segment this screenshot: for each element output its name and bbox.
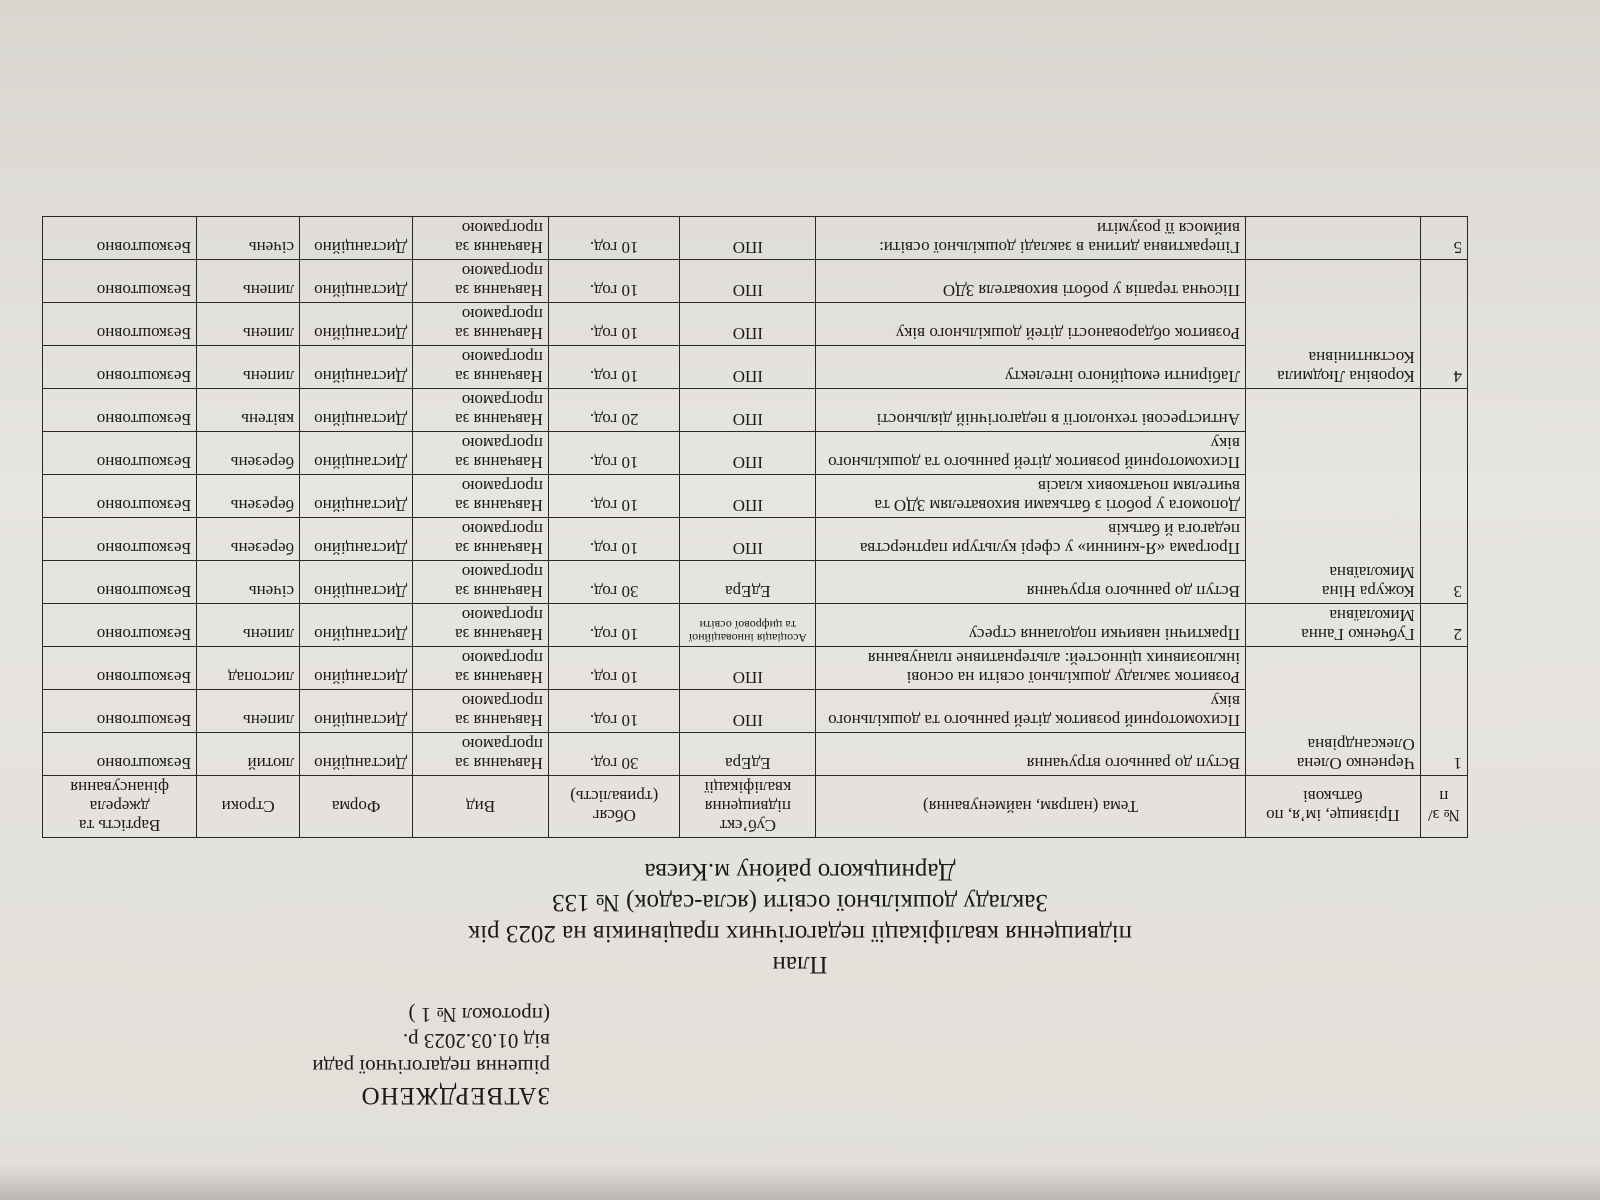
header-term: Строки bbox=[197, 776, 300, 838]
cell-cost: Безкоштовно bbox=[43, 389, 197, 432]
cell-volume: 10 год. bbox=[548, 475, 680, 518]
cell-cost: Безкоштовно bbox=[43, 346, 197, 389]
cell-name: Кожура Ніна Миколаївна bbox=[1245, 389, 1420, 604]
cell-topic: Психомоторний розвиток дітей раннього та дошкільного віку bbox=[816, 690, 1246, 733]
table-header-row bbox=[43, 776, 1468, 838]
cell-cost: Безкоштовно bbox=[43, 217, 197, 260]
cell-topic: Програма «Я-книнни» у сфері культури партнерства педагога й батьків bbox=[816, 518, 1246, 561]
cell-term: березень bbox=[197, 518, 300, 561]
cell-form: Дистанційно bbox=[300, 733, 413, 776]
cell-term: липень bbox=[197, 690, 300, 733]
cell-topic: Пісочна терапія у роботі вихователя ЗДО bbox=[816, 260, 1246, 303]
cell-form: Дистанційно bbox=[300, 690, 413, 733]
document-title bbox=[300, 856, 1300, 980]
approval-heading: ЗАТВЕРДЖЕНО bbox=[360, 1082, 550, 1109]
cell-term: квітень bbox=[197, 389, 300, 432]
cell-topic: Антистресові технології в педагогічній діяльності bbox=[816, 389, 1246, 432]
cell-cost: Безкоштовно bbox=[43, 260, 197, 303]
approval-block bbox=[220, 1002, 550, 1108]
cell-subject: ЕдЕра bbox=[680, 561, 816, 604]
cell-volume: 10 год. bbox=[548, 260, 680, 303]
cell-cost: Безкоштовно bbox=[43, 604, 197, 647]
cell-term: липень bbox=[197, 303, 300, 346]
cell-cost: Безкоштовно bbox=[43, 647, 197, 690]
cell-term: липень bbox=[197, 260, 300, 303]
table-row bbox=[43, 733, 1468, 776]
cell-volume: 10 год. bbox=[548, 518, 680, 561]
cell-volume: 20 год. bbox=[548, 389, 680, 432]
cell-volume: 30 год. bbox=[548, 561, 680, 604]
cell-cost: Безкоштовно bbox=[43, 432, 197, 475]
header-num: № з/п bbox=[1420, 776, 1467, 838]
cell-kind: Навчання за програмою bbox=[413, 690, 549, 733]
cell-cost: Безкоштовно bbox=[43, 303, 197, 346]
cell-subject: ІПО bbox=[680, 217, 816, 260]
cell-kind: Навчання за програмою bbox=[413, 518, 549, 561]
cell-subject: ІПО bbox=[680, 518, 816, 561]
cell-topic: Розвиток обдарованості дітей дошкільного віку bbox=[816, 303, 1246, 346]
cell-form: Дистанційно bbox=[300, 260, 413, 303]
cell-volume: 10 год. bbox=[548, 647, 680, 690]
title-line-2: підвищення кваліфікації педагогічних працівників на 2023 рік bbox=[468, 920, 1132, 947]
approval-line-3: (протокол № 1 ) bbox=[408, 1003, 550, 1027]
header-volume: Обсяг (тривалість) bbox=[548, 776, 680, 838]
approval-line-2: від 01.03.2023 р. bbox=[402, 1029, 550, 1053]
cell-cost: Безкоштовно bbox=[43, 475, 197, 518]
cell-topic: Вступ до раннього втручання bbox=[816, 561, 1246, 604]
cell-cost: Безкоштовно bbox=[43, 561, 197, 604]
cell-kind: Навчання за програмою bbox=[413, 217, 549, 260]
cell-name: Коровіна Людмила Костянтинівна bbox=[1245, 260, 1420, 389]
cell-form: Дистанційно bbox=[300, 346, 413, 389]
cell-subject: ЕдЕра bbox=[680, 733, 816, 776]
cell-kind: Навчання за програмою bbox=[413, 647, 549, 690]
header-topic: Тема (напрям, найменування) bbox=[816, 776, 1246, 838]
page-edge-shadow bbox=[0, 1164, 1600, 1200]
cell-name bbox=[1245, 217, 1420, 260]
cell-term: липень bbox=[197, 604, 300, 647]
cell-volume: 10 год. bbox=[548, 217, 680, 260]
cell-form: Дистанційно bbox=[300, 389, 413, 432]
cell-subject: ІПО bbox=[680, 475, 816, 518]
cell-num: 2 bbox=[1420, 604, 1467, 647]
table-row bbox=[43, 604, 1468, 647]
cell-num: 5 bbox=[1420, 217, 1467, 260]
cell-topic: Гіперактивна дитина в закладі дошкільної освіти: виймося її розуміти bbox=[816, 217, 1246, 260]
cell-kind: Навчання за програмою bbox=[413, 432, 549, 475]
cell-topic: Психомоторний розвиток дітей раннього та дошкільного віку bbox=[816, 432, 1246, 475]
cell-num: 4 bbox=[1420, 260, 1467, 389]
cell-kind: Навчання за програмою bbox=[413, 561, 549, 604]
approval-line-1: рішення педагогічної ради bbox=[312, 1055, 550, 1079]
cell-term: січень bbox=[197, 561, 300, 604]
cell-term: листопад bbox=[197, 647, 300, 690]
cell-topic: Вступ до раннього втручання bbox=[816, 733, 1246, 776]
cell-kind: Навчання за програмою bbox=[413, 733, 549, 776]
cell-volume: 10 год. bbox=[548, 346, 680, 389]
training-plan-table bbox=[42, 216, 1468, 838]
cell-form: Дистанційно bbox=[300, 647, 413, 690]
cell-topic: Лабіринти емоційного інтелекту bbox=[816, 346, 1246, 389]
header-cost: Вартість та джерела фінансування bbox=[43, 776, 197, 838]
table-row bbox=[43, 346, 1468, 389]
title-line-4: Дарницького району м.Києва bbox=[644, 858, 956, 885]
cell-name: Губченко Ганна Миколаївна bbox=[1245, 604, 1420, 647]
cell-term: січень bbox=[197, 217, 300, 260]
cell-num: 1 bbox=[1420, 647, 1467, 776]
cell-subject: Асоціація інноваційної та цифрової освіти bbox=[680, 604, 816, 647]
cell-name: Черненко Олена Олександрівна bbox=[1245, 647, 1420, 776]
cell-num: 3 bbox=[1420, 389, 1467, 604]
cell-form: Дистанційно bbox=[300, 217, 413, 260]
cell-form: Дистанційно bbox=[300, 518, 413, 561]
cell-cost: Безкоштовно bbox=[43, 690, 197, 733]
cell-kind: Навчання за програмою bbox=[413, 389, 549, 432]
cell-subject: ІПО bbox=[680, 432, 816, 475]
cell-volume: 10 год. bbox=[548, 690, 680, 733]
cell-volume: 10 год. bbox=[548, 604, 680, 647]
header-kind: Вид bbox=[413, 776, 549, 838]
cell-form: Дистанційно bbox=[300, 604, 413, 647]
cell-volume: 10 год. bbox=[548, 303, 680, 346]
cell-kind: Навчання за програмою bbox=[413, 475, 549, 518]
cell-topic: Практичні навички подолання стресу bbox=[816, 604, 1246, 647]
cell-topic: Розвиток закладу дошкільної освіти на основі інклюзивних цінностей: альтернативне планування bbox=[816, 647, 1246, 690]
cell-subject: ІПО bbox=[680, 647, 816, 690]
cell-term: липень bbox=[197, 346, 300, 389]
cell-cost: Безкоштовно bbox=[43, 733, 197, 776]
cell-term: березень bbox=[197, 432, 300, 475]
cell-form: Дистанційно bbox=[300, 432, 413, 475]
cell-form: Дистанційно bbox=[300, 303, 413, 346]
cell-kind: Навчання за програмою bbox=[413, 346, 549, 389]
header-name: Прізвище, ім’я, по батькові bbox=[1245, 776, 1420, 838]
cell-form: Дистанційно bbox=[300, 561, 413, 604]
table-row bbox=[43, 561, 1468, 604]
cell-term: лютий bbox=[197, 733, 300, 776]
cell-subject: ІПО bbox=[680, 690, 816, 733]
title-line-3: Закладу дошкільної освіти (ясла-садок) № 133 bbox=[552, 889, 1048, 916]
cell-term: березень bbox=[197, 475, 300, 518]
cell-kind: Навчання за програмою bbox=[413, 303, 549, 346]
title-line-1: План bbox=[772, 951, 828, 978]
cell-kind: Навчання за програмою bbox=[413, 260, 549, 303]
cell-topic: Допомога у роботі з батьками вихователям ЗДО та вчителям початкових класів bbox=[816, 475, 1246, 518]
cell-subject: ІПО bbox=[680, 260, 816, 303]
header-subject: Суб’єкт підвищення кваліфікації bbox=[680, 776, 816, 838]
header-form: Форма bbox=[300, 776, 413, 838]
cell-form: Дистанційно bbox=[300, 475, 413, 518]
cell-subject: ІПО bbox=[680, 346, 816, 389]
cell-cost: Безкоштовно bbox=[43, 518, 197, 561]
cell-kind: Навчання за програмою bbox=[413, 604, 549, 647]
cell-subject: ІПО bbox=[680, 389, 816, 432]
table-row bbox=[43, 217, 1468, 260]
cell-subject: ІПО bbox=[680, 303, 816, 346]
cell-volume: 30 год. bbox=[548, 733, 680, 776]
cell-volume: 10 год. bbox=[548, 432, 680, 475]
